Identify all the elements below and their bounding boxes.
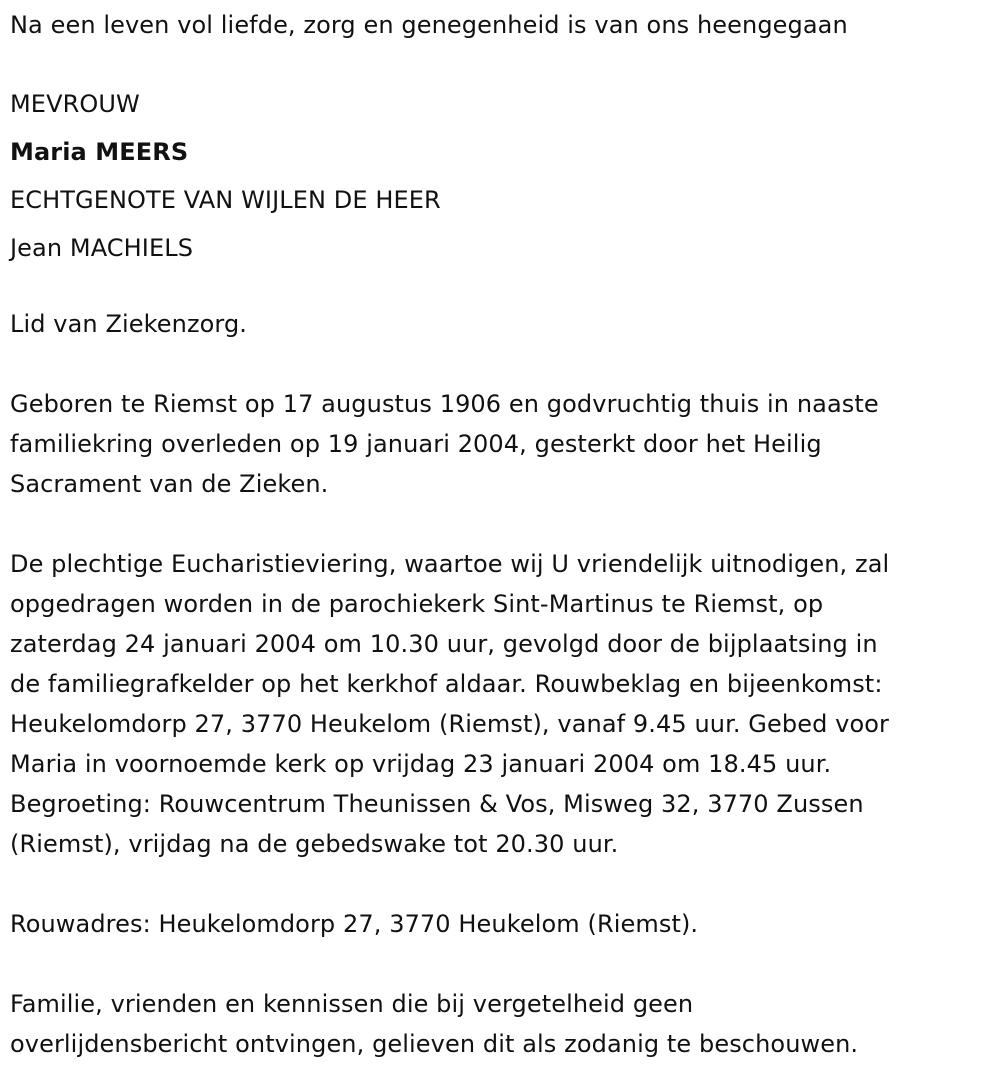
spacer	[10, 48, 995, 80]
spacer	[10, 272, 995, 304]
paragraph-line: Sacrament van de Zieken.	[10, 470, 329, 498]
spacer	[10, 504, 995, 544]
deceased-name: Maria MEERS	[10, 138, 189, 166]
paragraph-line: (Riemst), vrijdag na de gebedswake tot 20.30 uur.	[10, 830, 619, 858]
paragraph-line: Maria in voornoemde kerk op vrijdag 23 januari 2004 om 18.45 uur.	[10, 750, 832, 778]
paragraph-line: overlijdensbericht ontvingen, gelieven dit als zodanig te beschouwen.	[10, 1030, 859, 1058]
spacer	[10, 344, 995, 384]
closing-paragraph	[10, 984, 995, 1064]
paragraph-line: familiekring overleden op 19 januari 2004, gesterkt door het Heilig	[10, 430, 822, 458]
membership-text: Lid van Ziekenzorg.	[10, 310, 248, 338]
paragraph-line: de familiegrafkelder op het kerkhof aldaar. Rouwbeklag en bijeenkomst:	[10, 670, 883, 698]
paragraph-line: zaterdag 24 januari 2004 om 10.30 uur, gevolgd door de bijplaatsing in	[10, 630, 878, 658]
mourning-address: Rouwadres: Heukelomdorp 27, 3770 Heukelom (Riemst).	[10, 910, 699, 938]
birth-death-paragraph	[10, 384, 995, 504]
paragraph-line: De plechtige Eucharistieviering, waartoe wij U vriendelijk uitnodigen, zal	[10, 550, 890, 578]
paragraph-line: Heukelomdorp 27, 3770 Heukelom (Riemst), vanaf 9.45 uur. Gebed voor	[10, 710, 889, 738]
paragraph-line: Geboren te Riemst op 17 augustus 1906 en godvruchtig thuis in naaste	[10, 390, 879, 418]
paragraph-line: opgedragen worden in de parochiekerk Sint-Martinus te Riemst, op	[10, 590, 824, 618]
honorific: MEVROUW	[10, 90, 140, 118]
spacer	[10, 944, 995, 984]
death-notice	[10, 0, 995, 1064]
spacer	[10, 864, 995, 904]
paragraph-line: Begroeting: Rouwcentrum Theunissen & Vos, Misweg 32, 3770 Zussen	[10, 790, 864, 818]
spouse-name: Jean MACHIELS	[10, 234, 194, 262]
relation-text: ECHTGENOTE VAN WIJLEN DE HEER	[10, 186, 441, 214]
intro-text: Na een leven vol liefde, zorg en genegenheid is van ons heengegaan	[10, 11, 848, 39]
paragraph-line: Familie, vrienden en kennissen die bij vergetelheid geen	[10, 990, 694, 1018]
ceremony-paragraph	[10, 544, 995, 864]
